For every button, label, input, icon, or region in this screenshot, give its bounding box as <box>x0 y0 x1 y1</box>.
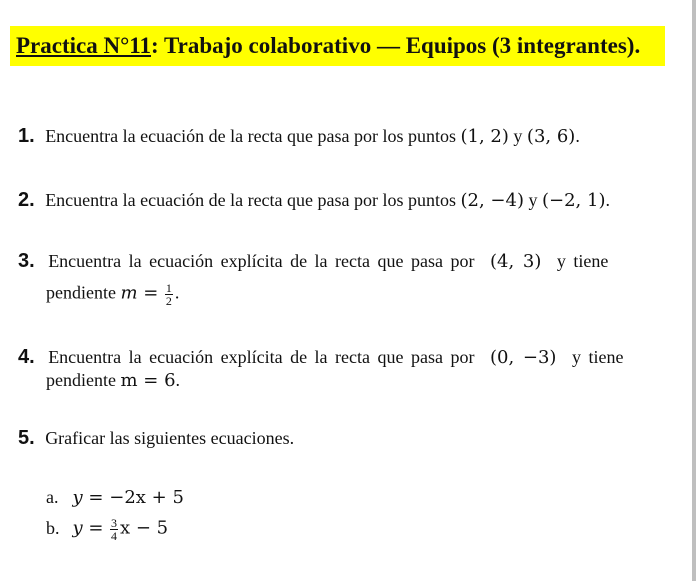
equation-lhs: y <box>72 487 83 508</box>
point: (0, −3) <box>489 347 557 368</box>
period: . <box>605 190 610 210</box>
problem-text: Encuentra la ecuación de la recta que pasa por los puntos <box>45 126 457 146</box>
equation-rhs: x − 5 <box>120 517 169 539</box>
point-1: (2, −4) <box>460 190 524 211</box>
period: . <box>174 282 180 303</box>
problem-number: 4. <box>18 346 35 368</box>
equation-equals: = <box>88 487 104 508</box>
problem-number: 1. <box>18 125 35 147</box>
point-2: (−2, 1) <box>542 190 606 211</box>
problem-text: Encuentra la ecuación de la recta que pasa por los puntos <box>45 190 457 210</box>
slope-numerator: 1 <box>165 281 172 295</box>
problem-text: Encuentra la ecuación explícita de la recta que pasa por <box>48 347 475 367</box>
problem-number: 3. <box>18 250 35 272</box>
problem-3 <box>18 250 608 273</box>
period: . <box>175 370 181 390</box>
page-edge-divider <box>692 0 696 581</box>
problem-4-line-2 <box>46 370 180 391</box>
problem-tail: y tiene <box>571 347 624 367</box>
point-1: (1, 2) <box>460 126 509 147</box>
point: (4, 3) <box>489 251 542 272</box>
problem-3-line-2 <box>46 282 179 307</box>
equation-item-b <box>46 517 168 542</box>
connector: y <box>528 190 538 210</box>
title-prefix: Practica N°11 <box>16 33 152 58</box>
problem-text: Graficar las siguientes ecuaciones. <box>45 428 295 448</box>
equation-equals: = <box>88 517 104 539</box>
period: . <box>575 126 580 146</box>
slope-label: pendiente <box>46 282 116 303</box>
slope-variable: m <box>120 282 138 304</box>
slope-denominator: 2 <box>165 294 172 308</box>
problem-tail: y tiene <box>556 251 609 271</box>
point-2: (3, 6) <box>526 126 576 147</box>
equation-item-a <box>46 487 184 508</box>
problem-number: 2. <box>18 189 35 211</box>
equation-lhs: y <box>72 517 83 539</box>
fraction-numerator: 3 <box>111 516 117 530</box>
problem-text: Encuentra la ecuación explícita de la recta que pasa por <box>48 251 475 271</box>
equation-fraction <box>110 517 118 542</box>
equation-rhs: −2x + 5 <box>109 487 184 508</box>
problem-1 <box>18 125 580 148</box>
slope-equals: = <box>143 282 159 304</box>
slope-label: pendiente <box>46 370 116 390</box>
item-label: a. <box>46 487 59 507</box>
problem-4 <box>18 346 623 369</box>
title-rest: : Trabajo colaborativo — Equipos (3 integrantes). <box>151 33 641 58</box>
page-title <box>10 26 665 66</box>
fraction-denominator: 4 <box>111 529 117 543</box>
item-label: b. <box>46 517 60 538</box>
problem-2 <box>18 189 610 212</box>
slope-value: m = 6 <box>120 370 176 391</box>
slope-fraction <box>165 282 173 307</box>
connector: y <box>513 126 523 146</box>
problem-5 <box>18 427 294 450</box>
problem-number: 5. <box>18 427 35 449</box>
